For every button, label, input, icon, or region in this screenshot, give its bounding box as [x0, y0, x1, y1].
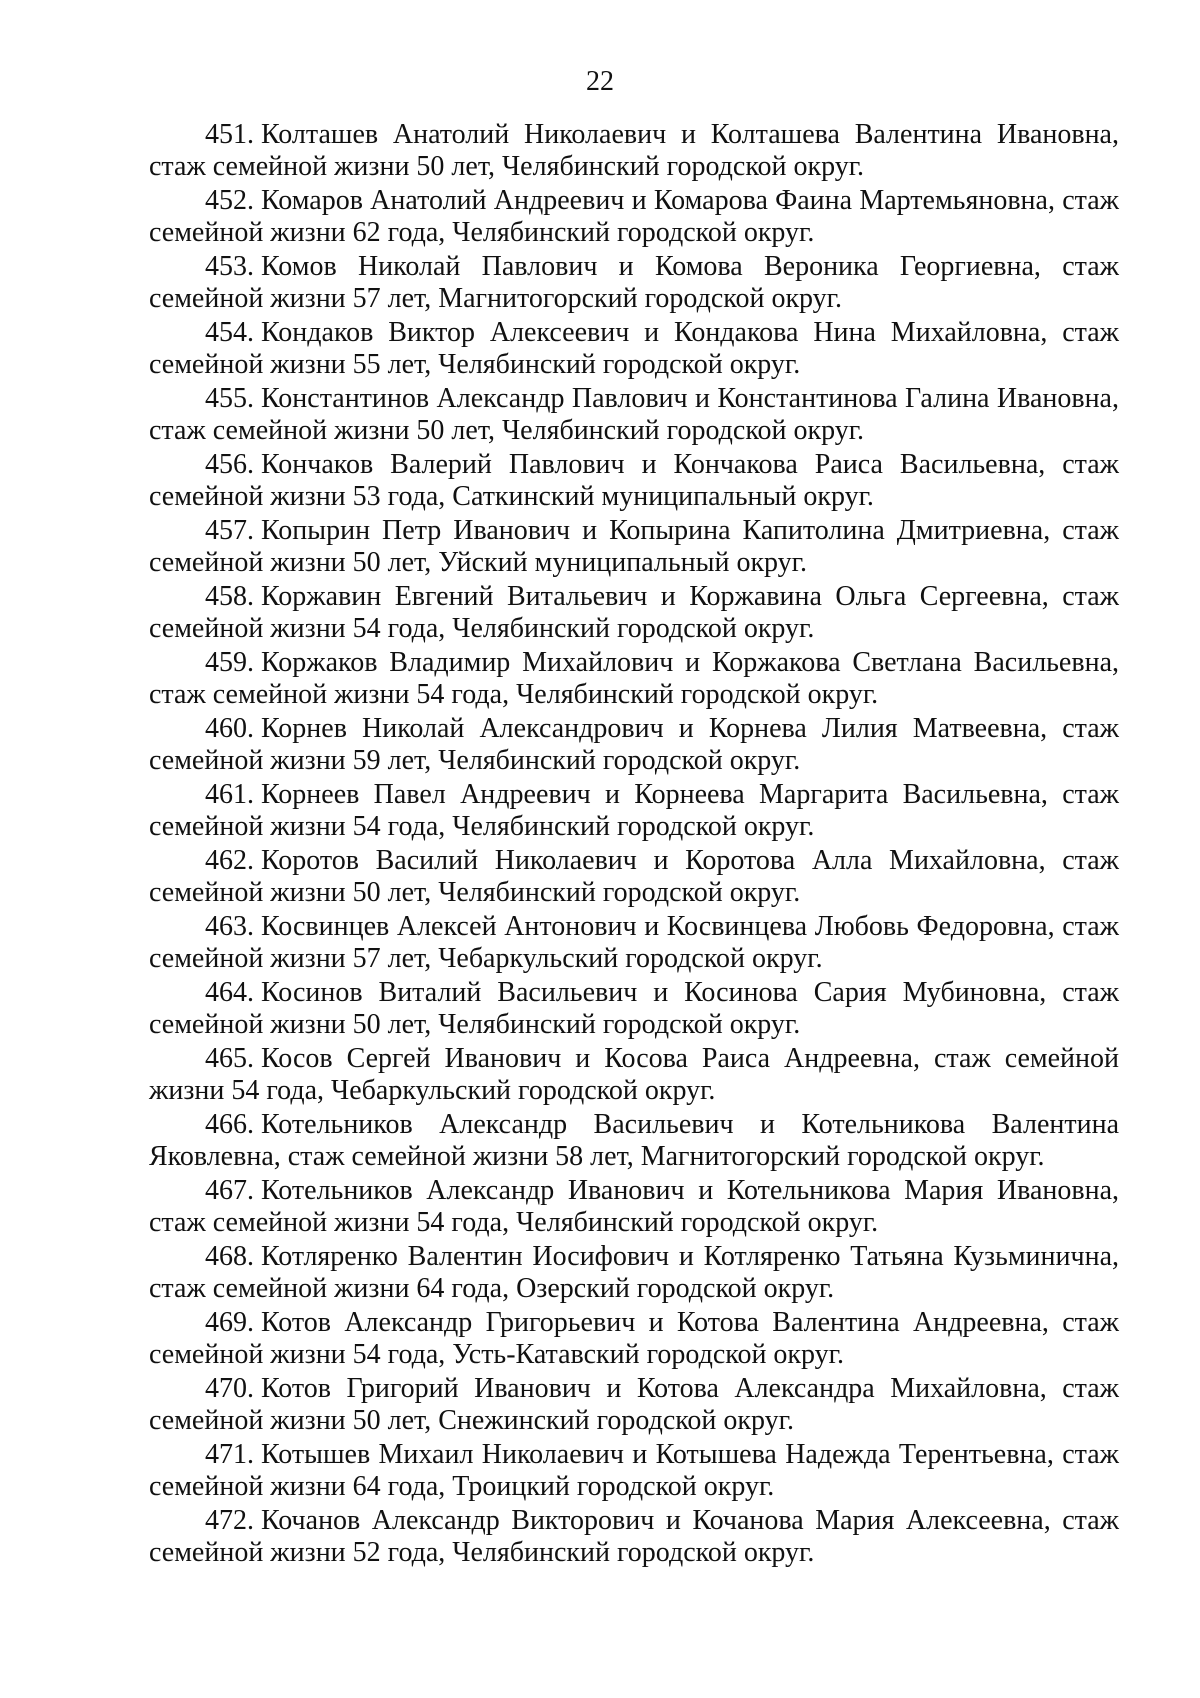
list-item: [149, 845, 1119, 909]
entry-number: 468.: [205, 1241, 254, 1272]
entry-number: 470.: [205, 1373, 254, 1404]
entry-text: Котышев Михаил Николаевич и Котышева Надежда Терентьевна, стаж семейной жизни 64 года, Троицкий городской округ.: [149, 1439, 1119, 1502]
entry-text: Котов Григорий Иванович и Котова Александра Михайловна, стаж семейной жизни 50 лет, Снежинский городской округ.: [149, 1373, 1119, 1436]
entry-text: Константинов Александр Павлович и Константинова Галина Ивановна, стаж семейной жизни 50 лет, Челябинский городской округ.: [149, 383, 1119, 446]
entry-text: Котельников Александр Иванович и Котельникова Мария Ивановна, стаж семейной жизни 54 года, Челябинский городской округ.: [149, 1175, 1119, 1238]
entry-text: Котельников Александр Васильевич и Котельникова Валентина Яковлевна, стаж семейной жизни 58 лет, Магнитогорский городской округ.: [149, 1109, 1119, 1172]
list-item: [149, 581, 1119, 645]
entry-number: 454.: [205, 317, 254, 348]
entry-text: Комаров Анатолий Андреевич и Комарова Фаина Мартемьяновна, стаж семейной жизни 62 года, Челябинский городской округ.: [149, 185, 1119, 248]
list-item: [149, 977, 1119, 1041]
list-item: [149, 119, 1119, 183]
list-item: [149, 1241, 1119, 1305]
list-item: [149, 383, 1119, 447]
entry-text: Кончаков Валерий Павлович и Кончакова Раиса Васильевна, стаж семейной жизни 53 года, Саткинский муниципальный округ.: [149, 449, 1119, 512]
entry-number: 463.: [205, 911, 254, 942]
list-item: [149, 1505, 1119, 1569]
list-item: [149, 317, 1119, 381]
entry-text: Колташев Анатолий Николаевич и Колташева Валентина Ивановна, стаж семейной жизни 50 лет, Челябинский городской округ.: [149, 119, 1119, 182]
entry-number: 466.: [205, 1109, 254, 1140]
entry-number: 461.: [205, 779, 254, 810]
list-item: [149, 1439, 1119, 1503]
entry-number: 471.: [205, 1439, 254, 1470]
entry-text: Косинов Виталий Васильевич и Косинова Сария Мубиновна, стаж семейной жизни 50 лет, Челябинский городской округ.: [149, 977, 1119, 1040]
list-item: [149, 1109, 1119, 1173]
entry-list: [149, 119, 1119, 1571]
list-item: [149, 449, 1119, 513]
entry-number: 472.: [205, 1505, 254, 1536]
entry-number: 457.: [205, 515, 254, 546]
list-item: [149, 185, 1119, 249]
entry-number: 453.: [205, 251, 254, 282]
entry-text: Косов Сергей Иванович и Косова Раиса Андреевна, стаж семейной жизни 54 года, Чебаркульский городской округ.: [149, 1043, 1119, 1106]
entry-text: Копырин Петр Иванович и Копырина Капитолина Дмитриевна, стаж семейной жизни 50 лет, Уйский муниципальный округ.: [149, 515, 1119, 578]
entry-text: Кондаков Виктор Алексеевич и Кондакова Нина Михайловна, стаж семейной жизни 55 лет, Челябинский городской округ.: [149, 317, 1119, 380]
list-item: [149, 1307, 1119, 1371]
list-item: [149, 1175, 1119, 1239]
entry-number: 462.: [205, 845, 254, 876]
entry-number: 465.: [205, 1043, 254, 1074]
entry-text: Корнев Николай Александрович и Корнева Лилия Матвеевна, стаж семейной жизни 59 лет, Челябинский городской округ.: [149, 713, 1119, 776]
entry-text: Котов Александр Григорьевич и Котова Валентина Андреевна, стаж семейной жизни 54 года, Усть-Катавский городской округ.: [149, 1307, 1119, 1370]
entry-number: 456.: [205, 449, 254, 480]
entry-text: Коржавин Евгений Витальевич и Коржавина Ольга Сергеевна, стаж семейной жизни 54 года, Челябинский городской округ.: [149, 581, 1119, 644]
entry-text: Комов Николай Павлович и Комова Вероника Георгиевна, стаж семейной жизни 57 лет, Магнитогорский городской округ.: [149, 251, 1119, 314]
entry-number: 452.: [205, 185, 254, 216]
list-item: [149, 251, 1119, 315]
entry-text: Коротов Василий Николаевич и Коротова Алла Михайловна, стаж семейной жизни 50 лет, Челябинский городской округ.: [149, 845, 1119, 908]
entry-number: 459.: [205, 647, 254, 678]
entry-text: Коржаков Владимир Михайлович и Коржакова Светлана Васильевна, стаж семейной жизни 54 года, Челябинский городской округ.: [149, 647, 1119, 710]
entry-text: Корнеев Павел Андреевич и Корнеева Маргарита Васильевна, стаж семейной жизни 54 года, Челябинский городской округ.: [149, 779, 1119, 842]
list-item: [149, 713, 1119, 777]
entry-number: 467.: [205, 1175, 254, 1206]
page-number: 22: [586, 66, 614, 97]
entry-text: Косвинцев Алексей Антонович и Косвинцева Любовь Федоровна, стаж семейной жизни 57 лет, Чебаркульский городской округ.: [149, 911, 1119, 974]
entry-number: 464.: [205, 977, 254, 1008]
list-item: [149, 1043, 1119, 1107]
entry-number: 469.: [205, 1307, 254, 1338]
list-item: [149, 1373, 1119, 1437]
entry-number: 451.: [205, 119, 254, 150]
entry-text: Кочанов Александр Викторович и Кочанова Мария Алексеевна, стаж семейной жизни 52 года, Челябинский городской округ.: [149, 1505, 1119, 1568]
entry-text: Котляренко Валентин Иосифович и Котляренко Татьяна Кузьминична, стаж семейной жизни 64 года, Озерский городской округ.: [149, 1241, 1119, 1304]
list-item: [149, 647, 1119, 711]
list-item: [149, 779, 1119, 843]
entry-number: 455.: [205, 383, 254, 414]
entry-number: 458.: [205, 581, 254, 612]
entry-number: 460.: [205, 713, 254, 744]
list-item: [149, 911, 1119, 975]
list-item: [149, 515, 1119, 579]
